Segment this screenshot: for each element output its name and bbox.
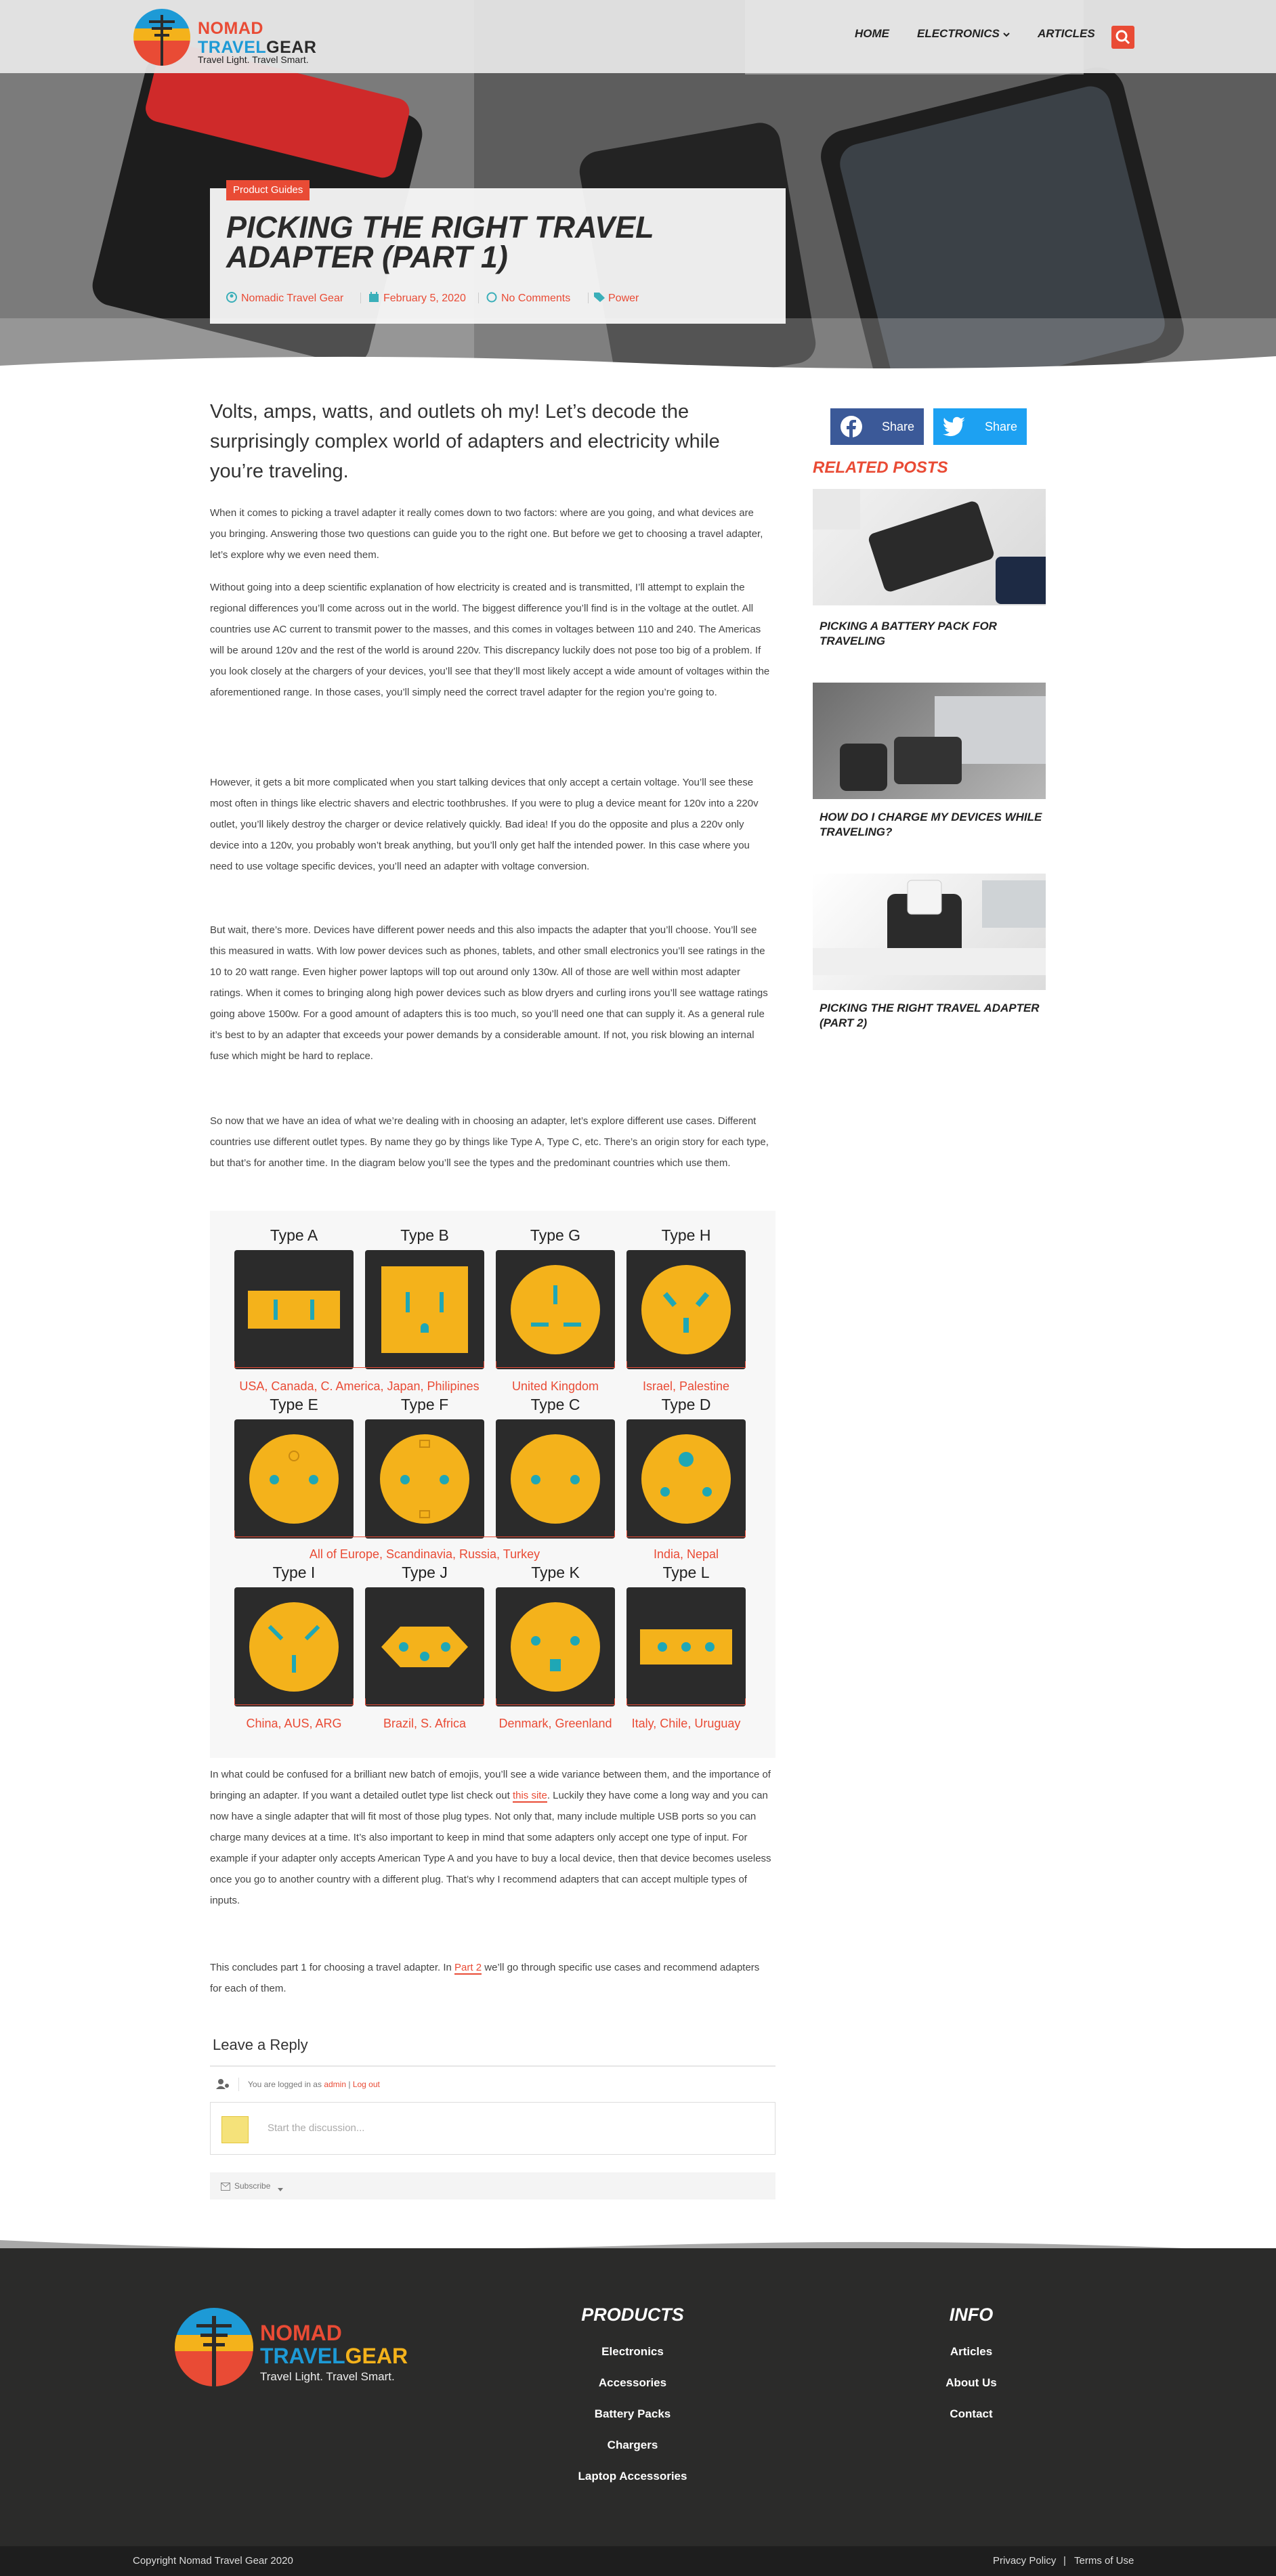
type-label: Type G bbox=[530, 1226, 581, 1244]
article-intro: Volts, amps, watts, and outlets oh my! Let’s decode the surprisingly complex world of adapters and electricity while you’re traveling. bbox=[210, 401, 720, 482]
products-heading: PRODUCTS bbox=[581, 2304, 684, 2325]
terms-of-use-link[interactable]: Terms of Use bbox=[1074, 2555, 1134, 2567]
socket-type-i bbox=[234, 1587, 354, 1706]
privacy-policy-link[interactable]: Privacy Policy bbox=[993, 2555, 1057, 2567]
socket-type-a bbox=[234, 1250, 354, 1369]
hero-wave bbox=[0, 352, 1276, 379]
type-label: Type I bbox=[272, 1564, 316, 1581]
outlet-type-diagram bbox=[210, 1211, 775, 1758]
type-label: Type E bbox=[270, 1396, 318, 1413]
region-label: Brazil, S. Africa bbox=[383, 1717, 467, 1730]
footer-logo[interactable] bbox=[173, 2306, 431, 2388]
logo-tagline: Travel Light. Travel Smart. bbox=[198, 54, 309, 65]
type-label: Type J bbox=[402, 1564, 448, 1581]
search-icon bbox=[1111, 26, 1134, 49]
calendar-icon bbox=[368, 292, 379, 307]
footer-link-laptop-accessories[interactable]: Laptop Accessories bbox=[578, 2470, 687, 2483]
outlet-list-link[interactable]: this site bbox=[512, 1790, 547, 1801]
region-label: Israel, Palestine bbox=[642, 1379, 730, 1393]
user-icon bbox=[226, 292, 237, 307]
region-bracket bbox=[234, 1698, 354, 1705]
socket-type-e bbox=[234, 1419, 354, 1539]
footer-link-contact[interactable]: Contact bbox=[950, 2407, 993, 2420]
region-label: China, AUS, ARG bbox=[246, 1717, 342, 1730]
twitter-icon bbox=[943, 416, 966, 437]
footer-link-battery-packs[interactable]: Battery Packs bbox=[594, 2407, 671, 2420]
socket-type-l bbox=[626, 1587, 746, 1706]
facebook-icon bbox=[840, 415, 863, 438]
site-logo[interactable] bbox=[133, 8, 317, 66]
logo-icon bbox=[133, 8, 191, 66]
socket-type-h bbox=[626, 1250, 746, 1369]
author-link[interactable]: Nomadic Travel Gear bbox=[241, 293, 344, 304]
nav-electronics[interactable]: ELECTRONICS bbox=[917, 27, 1000, 40]
logo-wordmark: NOMAD TRAVELGEAR bbox=[260, 2321, 408, 2368]
region-label: Denmark, Greenland bbox=[498, 1717, 612, 1730]
type-label: Type D bbox=[661, 1396, 711, 1413]
related-post-title[interactable]: HOW DO I CHARGE MY DEVICES WHILE TRAVELING? bbox=[820, 811, 1042, 838]
region-bracket bbox=[626, 1698, 746, 1705]
region-label: Italy, Chile, Uruguay bbox=[631, 1717, 741, 1730]
socket-type-j bbox=[365, 1587, 484, 1706]
paragraph: In what could be confused for a brilliant new batch of emojis, you’ll see a wide variance between them, and the importance of bringing an adapter. If you want a detailed outlet type list check out this site. Luckily they have come a long way and you can now have a single adapter that will fit most of those plug types. Not only that, many include multiple USB ports so you can charge many devices at a time. It’s also important to keep in mind that some adapters only accept one type of input. For example if your adapter only accepts American Type A and you have to buy a local device, then that device becomes useless once you go to another country with a different plug. That’s why I recommend adapters that can accept multiple types of inputs. bbox=[210, 1769, 771, 1906]
divider bbox=[210, 2065, 775, 2067]
logged-in-status: You are logged in as admin | Log out bbox=[248, 2080, 380, 2089]
divider bbox=[238, 2078, 239, 2091]
socket-type-d bbox=[626, 1419, 746, 1539]
socket-type-b bbox=[365, 1250, 484, 1369]
footer-link-electronics[interactable]: Electronics bbox=[601, 2345, 664, 2358]
region-bracket bbox=[234, 1530, 615, 1537]
paragraph: When it comes to picking a travel adapter it really comes down to two factors: where are you going, and what devices are you bringing. Answering those two questions can guide you to the right one. But before we get to choosing a travel adapter, let’s explore why we even need them. bbox=[210, 507, 763, 561]
type-label: Type C bbox=[530, 1396, 580, 1413]
avatar bbox=[221, 2116, 249, 2143]
footer-link-about-us[interactable]: About Us bbox=[945, 2376, 997, 2389]
legal-divider: | bbox=[1063, 2555, 1066, 2567]
paragraph: This concludes part 1 for choosing a travel adapter. In Part 2 we’ll go through specific use cases and recommend adapters for each of them. bbox=[210, 1962, 760, 1994]
page-title: PICKING THE RIGHT TRAVEL ADAPTER (PART 1) bbox=[226, 210, 654, 274]
related-post-thumbnail[interactable] bbox=[813, 683, 1046, 799]
region-label: All of Europe, Scandinavia, Russia, Turkey bbox=[309, 1547, 540, 1561]
region-bracket bbox=[496, 1361, 615, 1368]
date-link[interactable]: February 5, 2020 bbox=[383, 293, 466, 304]
comment-box[interactable] bbox=[210, 2102, 775, 2155]
chevron-down-icon bbox=[1002, 27, 1011, 43]
region-bracket bbox=[234, 1361, 484, 1368]
paragraph: But wait, there’s more. Devices have different power needs and this also impacts the adapter that you’ll choose. You’ll see this measured in watts. With low power devices such as phones, tablets, and other small electronics you’ll see ratings in the 10 to 20 watt range. Even higher power laptops will top out around only 130w. All of those are well within most adapter ratings. When it comes to bringing along high power devices such as blow dryers and curling irons you’ll see wattage ratings going above 1500w. For a good amount of adapters this is too much, so you’ll need one that can supply it. As a general rule it’s best to by an adapter that exceeds your power demands by a considerable amount. If not, you risk blowing an internal fuse which might be hard to replace. bbox=[210, 924, 768, 1062]
user-link[interactable]: admin bbox=[324, 2080, 347, 2089]
reply-heading: Leave a Reply bbox=[213, 2036, 308, 2053]
twitter-share-button[interactable]: Share bbox=[933, 408, 1027, 445]
region-bracket bbox=[365, 1698, 484, 1705]
related-post-thumbnail[interactable] bbox=[813, 489, 1046, 605]
socket-type-k bbox=[496, 1587, 615, 1706]
logo-tagline: Travel Light. Travel Smart. bbox=[260, 2370, 395, 2383]
logout-link[interactable]: Log out bbox=[352, 2080, 380, 2089]
comments-link[interactable]: No Comments bbox=[501, 293, 571, 304]
site-header bbox=[0, 0, 1276, 73]
subscribe-bar bbox=[210, 2172, 775, 2199]
envelope-icon bbox=[221, 2182, 230, 2194]
paragraph: So now that we have an idea of what we’re dealing with in choosing an adapter, let’s explore different use cases. Different countries use different outlet types. By name they go by things like Type A, Type C, etc. There’s an origin story for each type, but that’s for another time. In the diagram below you’ll see the types and the predominant countries which use them. bbox=[210, 1115, 769, 1169]
site-footer bbox=[0, 2248, 1276, 2546]
search-button[interactable] bbox=[1111, 26, 1134, 49]
region-bracket bbox=[626, 1361, 746, 1368]
type-label: Type H bbox=[661, 1226, 711, 1244]
logo-icon bbox=[173, 2306, 255, 2388]
part2-link[interactable]: Part 2 bbox=[454, 1962, 482, 1973]
meta-divider bbox=[360, 293, 361, 303]
facebook-share-button[interactable]: Share bbox=[830, 408, 924, 445]
socket-type-f bbox=[365, 1419, 484, 1539]
subscribe-button[interactable]: Subscribe bbox=[234, 2181, 271, 2191]
region-bracket bbox=[626, 1530, 746, 1537]
info-heading: INFO bbox=[949, 2304, 994, 2325]
type-label: Type L bbox=[662, 1564, 710, 1581]
paragraph: Without going into a deep scientific explanation of how electricity is created and is transmitted, I’ll attempt to explain the regional differences you’ll come across out in the world. The biggest difference you’ll find is in the voltage at the outlet. All countries use AC current to transmit power to the masses, and this comes in voltages between 110 and 240. The Americas will be around 120v and the rest of the world is around 220v. This discrepancy luckily does not pose too big of a problem. If you look closely at the chargers of your devices, you’ll see that they’ll most likely accept a wide amount of voltages within the aforementioned range. In those cases, you’ll simply need the correct travel adapter for the region you’re going to. bbox=[210, 582, 770, 698]
paragraph: However, it gets a bit more complicated when you start talking devices that only accept a certain voltage. You’ll see these most often in things like electric shavers and electric toothbrushes. If you were to plug a device meant for 120v into a 220v outlet, you’ll likely destroy the charger or device relatively quickly. Bad idea! If you do the opposite and plus a 220v only device into a 120v, you probably won’t break anything, but you’ll only get half the intended power. In this case where you need to use voltage specific devices, you’ll need an adapter with voltage conversion. bbox=[210, 777, 759, 872]
footer-link-chargers[interactable]: Chargers bbox=[607, 2439, 658, 2451]
footer-link-articles[interactable]: Articles bbox=[950, 2345, 993, 2358]
region-bracket bbox=[496, 1698, 615, 1705]
type-label: Type F bbox=[400, 1396, 449, 1413]
region-label: USA, Canada, C. America, Japan, Philipines bbox=[239, 1379, 480, 1393]
user-icon bbox=[215, 2078, 230, 2093]
related-posts-heading: RELATED POSTS bbox=[813, 458, 948, 477]
related-post-title[interactable]: PICKING THE RIGHT TRAVEL ADAPTER (PART 2) bbox=[820, 1002, 1040, 1029]
chevron-down-icon bbox=[278, 2183, 283, 2195]
region-label: India, Nepal bbox=[653, 1547, 719, 1561]
socket-type-g bbox=[496, 1250, 615, 1369]
comment-icon bbox=[486, 292, 497, 307]
socket-type-c bbox=[496, 1419, 615, 1539]
type-label: Type A bbox=[270, 1226, 318, 1244]
related-post-title[interactable]: PICKING A BATTERY PACK FOR TRAVELING bbox=[820, 620, 997, 647]
tag-link[interactable]: Power bbox=[608, 293, 639, 304]
type-label: Type K bbox=[531, 1564, 580, 1581]
logo-wordmark: NOMAD TRAVELGEAR bbox=[198, 19, 317, 57]
meta-divider bbox=[588, 293, 589, 303]
category-badge[interactable]: Product Guides bbox=[226, 180, 310, 200]
copyright-text: Copyright Nomad Travel Gear 2020 bbox=[133, 2555, 293, 2567]
footer-link-accessories[interactable]: Accessories bbox=[598, 2376, 667, 2389]
nav-articles[interactable]: ARTICLES bbox=[1038, 27, 1095, 40]
nav-home[interactable]: HOME bbox=[855, 27, 889, 40]
related-post-thumbnail[interactable] bbox=[813, 874, 1046, 990]
comment-input[interactable]: Start the discussion... bbox=[268, 2122, 365, 2134]
type-label: Type B bbox=[400, 1226, 449, 1244]
region-label: United Kingdom bbox=[511, 1379, 599, 1393]
meta-divider bbox=[478, 293, 479, 303]
tag-icon bbox=[593, 292, 605, 307]
